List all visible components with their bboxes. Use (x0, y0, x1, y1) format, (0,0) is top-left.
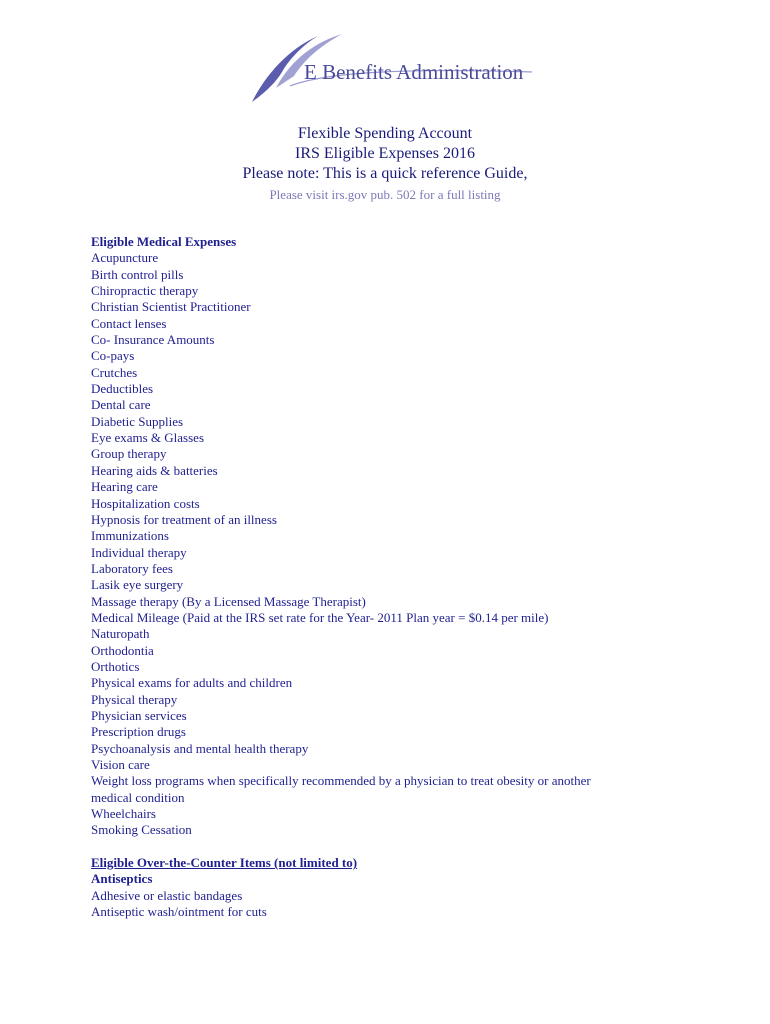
list-item: Crutches (91, 364, 138, 380)
list-item: Deductibles (91, 381, 154, 397)
list-item: Acupuncture (91, 250, 159, 266)
list-item: Group therapy (91, 446, 167, 462)
list-item: Birth control pills (91, 266, 184, 282)
list-item: Naturopath (91, 626, 150, 642)
list-item: Physical exams for adults and children (91, 675, 293, 691)
list-item: Hypnosis for treatment of an illness (91, 511, 277, 527)
list-item: Individual therapy (91, 544, 187, 560)
list-item: Orthodontia (91, 642, 154, 658)
otc-section-title: Eligible Over-the-Counter Items (not limited to) (91, 855, 358, 871)
list-item: Antiseptic wash/ointment for cuts (91, 904, 267, 920)
heading-line-3: Please note: This is a quick reference Guide, (242, 165, 528, 182)
list-item: Eye exams & Glasses (91, 430, 205, 446)
medical-section-title: Eligible Medical Expenses (91, 234, 237, 249)
otc-subsection-title: Antiseptics (91, 871, 153, 887)
list-item: Hospitalization costs (91, 495, 200, 511)
list-item: Co- Insurance Amounts (91, 332, 215, 348)
list-item: Lasik eye surgery (91, 577, 184, 593)
list-item: Hearing aids & batteries (91, 462, 218, 478)
list-item: medical condition (91, 789, 185, 805)
list-item: Vision care (91, 757, 150, 772)
company-logo (246, 28, 536, 108)
list-item: Christian Scientist Practitioner (91, 299, 251, 315)
list-item: Physical therapy (91, 691, 178, 707)
heading-line-2: IRS Eligible Expenses 2016 (295, 145, 475, 162)
list-item: Orthotics (91, 658, 140, 674)
heading-note: Please visit irs.gov pub. 502 for a full listing (269, 187, 501, 202)
list-item: Adhesive or elastic bandages (91, 887, 243, 903)
list-item: Immunizations (91, 528, 169, 544)
section-spacer (91, 839, 691, 855)
list-item: Contact lenses (91, 315, 167, 331)
list-item: Co-pays (91, 348, 135, 364)
list-item: Laboratory fees (91, 560, 173, 576)
heading-line-1: Flexible Spending Account (297, 125, 473, 142)
list-item: Wheelchairs (91, 806, 156, 822)
list-item: Prescription drugs (91, 724, 186, 740)
list-item: Physician services (91, 707, 187, 723)
list-item: Massage therapy (By a Licensed Massage Therapist) (91, 593, 366, 609)
document-heading (0, 124, 770, 205)
list-item: Medical Mileage (Paid at the IRS set rate for the Year- 2011 Plan year = $0.14 per mile) (91, 609, 549, 625)
list-item: Psychoanalysis and mental health therapy (91, 740, 309, 756)
list-item: Smoking Cessation (91, 822, 192, 838)
list-item: Weight loss programs when specifically recommended by a physician to treat obesity or another (91, 773, 591, 789)
list-item: Chiropractic therapy (91, 283, 199, 299)
list-item: Diabetic Supplies (91, 413, 184, 429)
logo-text: E Benefits Administration (304, 60, 524, 84)
expense-list (91, 234, 691, 920)
list-item: Dental care (91, 397, 151, 413)
list-item: Hearing care (91, 479, 158, 495)
